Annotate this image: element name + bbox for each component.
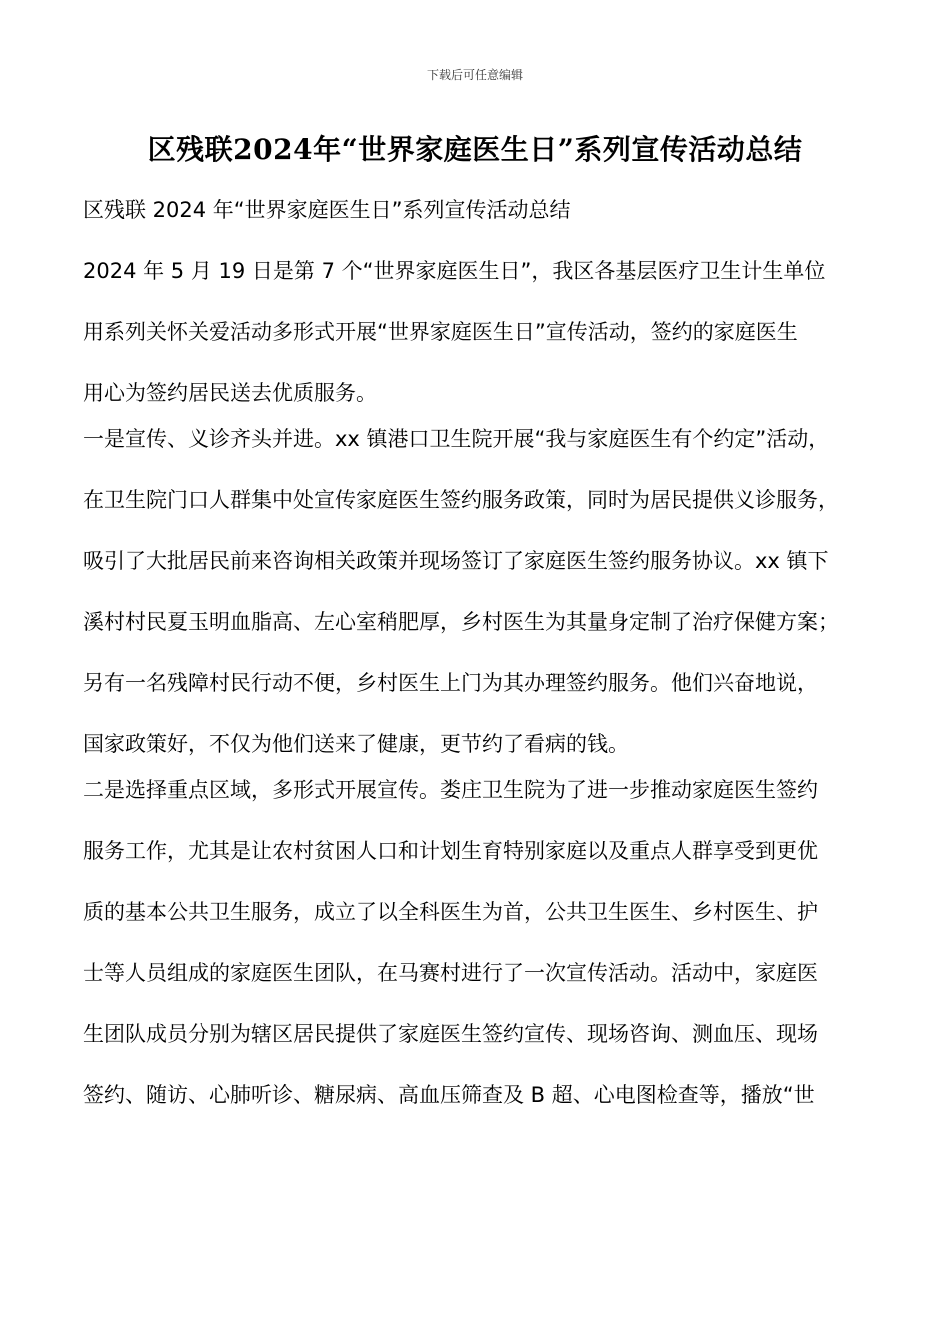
body-line: 一是宣传、义诊齐头并进。xx 镇港口卫生院开展“我与家庭医生有个约定”活动， — [83, 427, 830, 451]
document-title: 区残联2024年“世界家庭医生日”系列宣传活动总结 — [147, 133, 803, 166]
body-line: 2024 年 5 月 19 日是第 7 个“世界家庭医生日”，我区各基层医疗卫生计生单位 — [83, 259, 826, 283]
body-line: 士等人员组成的家庭医生团队，在马赛村进行了一次宣传活动。活动中，家庭医 — [83, 961, 818, 985]
body-line: 用系列关怀关爱活动多形式开展“世界家庭医生日”宣传活动，签约的家庭医生 — [83, 320, 798, 344]
body-line: 用心为签约居民送去优质服务。 — [83, 381, 377, 405]
body-line: 吸引了大批居民前来咨询相关政策并现场签订了家庭医生签约服务协议。xx 镇下 — [83, 549, 829, 573]
body-line: 服务工作，尤其是让农村贫困人口和计划生育特别家庭以及重点人群享受到更优 — [83, 839, 818, 863]
body-line: 质的基本公共卫生服务，成立了以全科医生为首，公共卫生医生、乡村医生、护 — [83, 900, 818, 924]
body-line: 在卫生院门口人群集中处宣传家庭医生签约服务政策，同时为居民提供义诊服务， — [83, 488, 839, 512]
body-line: 溪村村民夏玉明血脂高、左心室稍肥厚，乡村医生为其量身定制了治疗保健方案； — [83, 610, 839, 634]
body-line: 区残联 2024 年“世界家庭医生日”系列宣传活动总结 — [83, 198, 571, 222]
body-line: 另有一名残障村民行动不便，乡村医生上门为其办理签约服务。他们兴奋地说， — [83, 671, 818, 695]
body-line: 生团队成员分别为辖区居民提供了家庭医生签约宣传、现场咨询、测血压、现场 — [83, 1022, 818, 1046]
body-line: 二是选择重点区域，多形式开展宣传。娄庄卫生院为了进一步推动家庭医生签约 — [83, 778, 818, 802]
body-line: 签约、随访、心肺听诊、糖尿病、高血压筛查及 B 超、心电图检查等，播放“世 — [83, 1083, 815, 1107]
page-header-note: 下载后可任意编辑 — [426, 68, 523, 82]
document-body — [83, 196, 883, 1142]
body-line: 国家政策好，不仅为他们送来了健康，更节约了看病的钱。 — [83, 732, 629, 756]
